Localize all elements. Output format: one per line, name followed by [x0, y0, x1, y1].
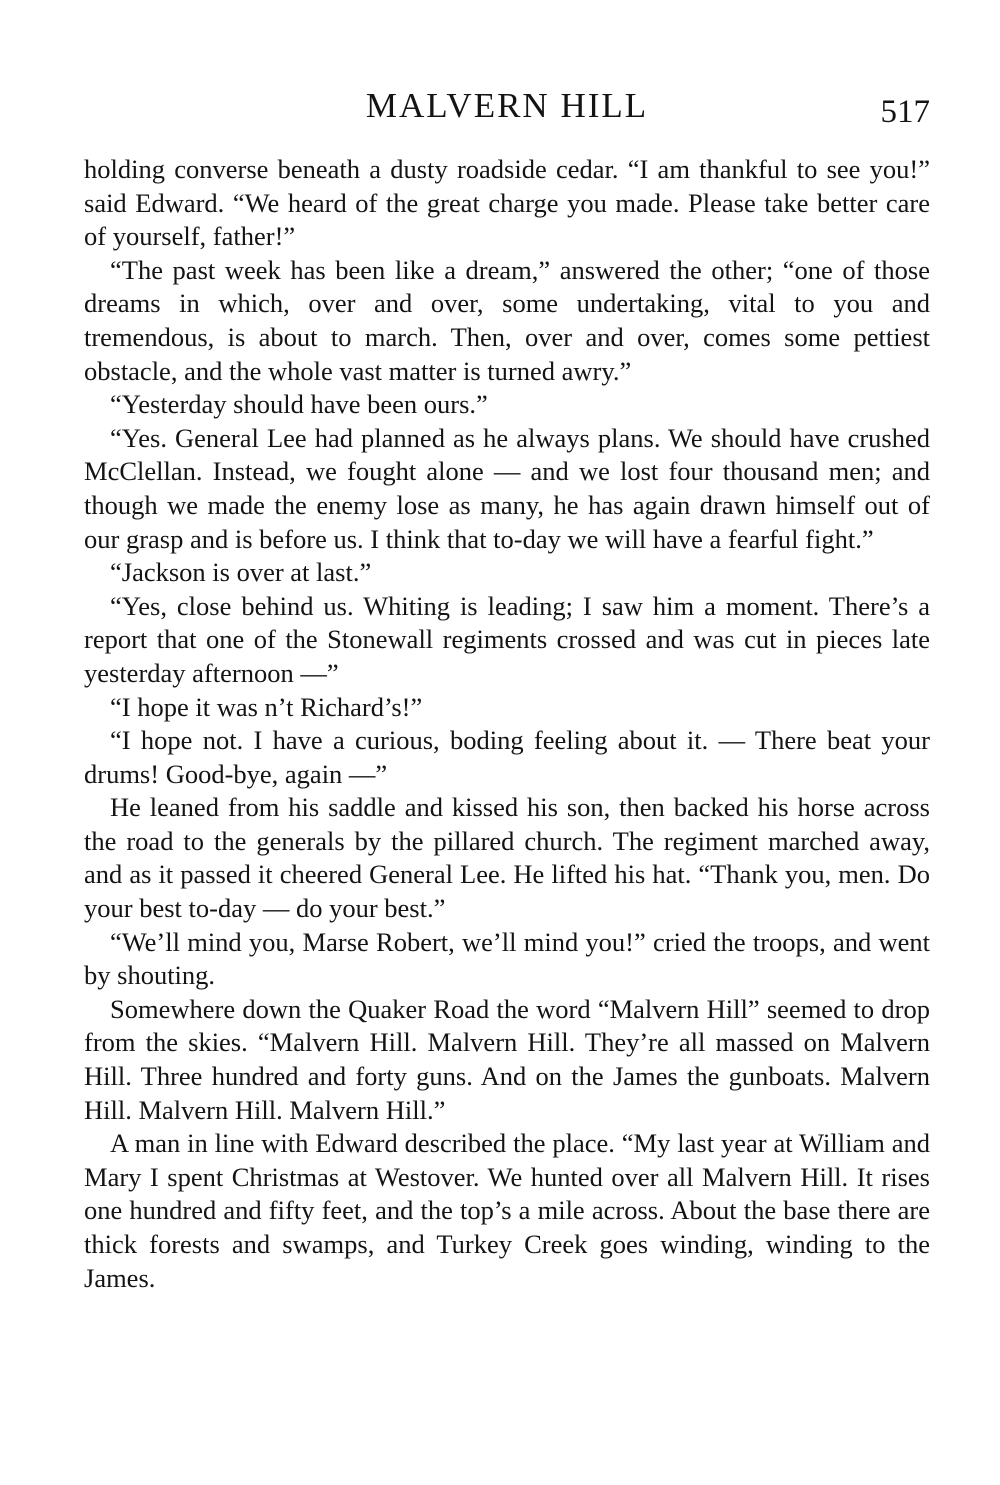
paragraph: “Yes, close behind us. Whiting is leading; I saw him a moment. There’s a report that one of the Stonewall regiments crossed and was cut in pieces late yesterday afternoon —” [84, 590, 930, 688]
paragraph: He leaned from his saddle and kissed his son, then backed his horse across the road to the generals by the pillared church. The regiment marched away, and as it passed it cheered General Lee. He lifted his hat. “Thank you, men. Do your best to-day — do your best.” [84, 792, 930, 924]
paragraph: “I hope it was n’t Richard’s!” [110, 691, 423, 722]
paragraph: A man in line with Edward described the place. “My last year at William and Mary I spent Christmas at Westover. We hunted over all Malvern Hill. It rises one hundred and fifty feet, and the top’s a mile across. About the base there are thick forests and swamps, and Turkey Creek goes winding, winding to the James. [84, 1128, 930, 1293]
paragraph: “I hope not. I have a curious, boding feeling about it. — There beat your drums! Good-bye, again —” [84, 725, 930, 789]
running-head [84, 84, 930, 134]
page-number: 517 [880, 94, 930, 130]
page-title: MALVERN HILL [365, 86, 649, 125]
paragraph: “Jackson is over at last.” [110, 557, 372, 588]
paragraph: Somewhere down the Quaker Road the word “Malvern Hill” seemed to drop from the skies. “Malvern Hill. Malvern Hill. They’re all massed on Malvern Hill. Three hundred and forty guns. And on the James the gunboats. Malvern Hill. Malvern Hill. Malvern Hill.” [84, 993, 930, 1125]
paragraph: “The past week has been like a dream,” answered the other; “one of those dreams in which, over and over, some undertaking, vital to you and tremendous, is about to march. Then, over and over, comes some pettiest obstacle, and the whole vast matter is turned awry.” [84, 254, 930, 386]
body-text [84, 153, 930, 1295]
paragraph: “We’ll mind you, Marse Robert, we’ll mind you!” cried the troops, and went by shouting. [84, 926, 930, 991]
paragraph: “Yes. General Lee had planned as he always plans. We should have crushed McClellan. Instead, we fought alone — and we lost four thousand men; and though we made the enemy lose as many, he has again drawn himself out of our grasp and is before us. I think that to-day we will have a fearful fight.” [84, 422, 930, 554]
paragraph: holding converse beneath a dusty roadside cedar. “I am thankful to see you!” said Edward. “We heard of the great charge you made. Please take better care of yourself, father!” [84, 154, 930, 252]
paragraph: “Yesterday should have been ours.” [110, 389, 488, 420]
